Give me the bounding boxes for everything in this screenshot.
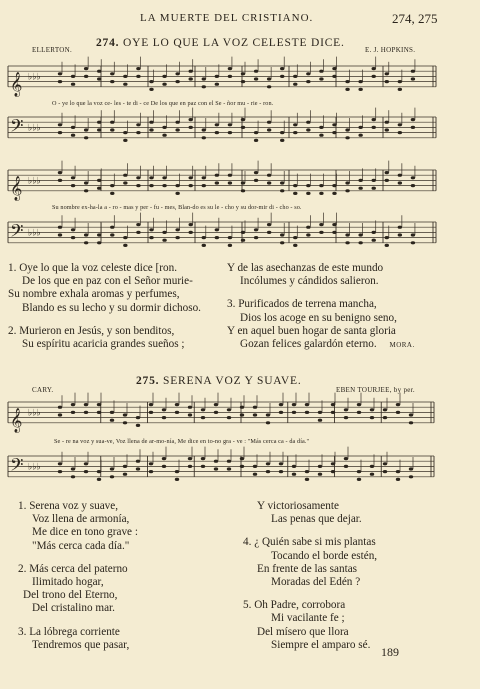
hymn-275-staff-1-treble bbox=[8, 393, 434, 433]
hymn-274-verse-1: 1. Oye lo que la voz celeste dice [ron. De los que en paz con el Señor murie- Su nombre exhala aromas y perfumes, Blando es su lecho y su dormir dichoso. bbox=[8, 262, 201, 314]
treble-clef-icon: 𝄞 bbox=[10, 407, 23, 432]
hymn-275-title: SERENA VOZ Y SUAVE. bbox=[163, 375, 302, 387]
hymn-274-staff-2-bass bbox=[8, 213, 436, 247]
flat-key-signature-icon: ♭♭♭ bbox=[28, 72, 41, 83]
bass-clef-icon: 𝄢 bbox=[10, 454, 24, 479]
hymn-275-tune-name: CARY. bbox=[32, 386, 54, 394]
hymn-274-verses-left bbox=[8, 262, 201, 351]
hymn-275-verses-right bbox=[243, 500, 377, 652]
flat-key-signature-icon: ♭♭♭ bbox=[28, 408, 41, 419]
hymn-275-verse-1: 1. Serena voz y suave, Voz llena de armonía, Me dice en tono grave : "Más cerca cada día." bbox=[18, 500, 138, 552]
bass-clef-icon: 𝄢 bbox=[10, 220, 24, 245]
hymn-274-composer: E. J. HOPKINS. bbox=[365, 46, 416, 54]
hymn-274-verses-right bbox=[227, 262, 415, 352]
hymn-275-lyric-line-1: Se - re na voz y sua-ve, Voz llena de ar-mo-nía, Me dice en to-no gra - ve : "Más cerca ca - da día." bbox=[54, 438, 310, 445]
hymn-274-staff-1-bass bbox=[8, 108, 436, 142]
hymn-274-verse-2: 2. Murieron en Jesús, y son benditos, Su espíritu acaricia grandes sueños ; bbox=[8, 324, 185, 351]
hymn-274-staff-1-treble bbox=[8, 57, 436, 97]
hymn-274-lyric-line-1: O - ye lo que la voz ce- les - te di - ce De los que en paz con el Se - ñor mu - rie - ron. bbox=[52, 100, 274, 107]
page-numbers: 274, 275 bbox=[392, 11, 438, 26]
page-folio: 189 bbox=[381, 645, 399, 659]
hymn-274-verse-2-cont: Y de las asechanzas de este mundo Incólumes y cándidos salieron. bbox=[227, 262, 384, 288]
hymn-275-verse-5: 5. Oh Padre, corrobora Mi vacilante fe ; Del mísero que llora Siempre el amparo sé. bbox=[243, 599, 371, 651]
hymn-274-title: OYE LO QUE LA VOZ CELESTE DICE. bbox=[123, 37, 345, 49]
bass-clef-icon: 𝄢 bbox=[10, 115, 24, 140]
hymn-275-verse-4: 4. ¿ Quién sabe si mis plantas Tocando el borde estén, En frente de las santas Moradas del Edén ? bbox=[243, 536, 378, 589]
flat-key-signature-icon: ♭♭♭ bbox=[28, 462, 41, 473]
hymn-275-number: 275. bbox=[136, 375, 160, 387]
hymn-275-staff-1-bass bbox=[8, 447, 434, 481]
hymn-274-lyric-line-2: Su nombre ex-ha-la a - ro - mas y per - fu - mes, Blan-do es su le - cho y su dor-mir di - cho - so. bbox=[52, 204, 302, 211]
hymn-275-verse-3: 3. La lóbrega corriente Tendremos que pasar, bbox=[18, 625, 130, 651]
flat-key-signature-icon: ♭♭♭ bbox=[28, 228, 41, 239]
hymn-274-tune-name: ELLERTON. bbox=[32, 46, 73, 54]
hymn-275-verses-left bbox=[18, 500, 138, 652]
running-title: LA MUERTE DEL CRISTIANO. bbox=[140, 12, 314, 24]
treble-clef-icon: 𝄞 bbox=[10, 175, 23, 200]
hymn-275-title-block bbox=[136, 375, 302, 387]
hymn-274-author: MORA. bbox=[389, 341, 415, 350]
hymn-275-verse-3-cont: Y victoriosamente Las penas que dejar. bbox=[257, 500, 362, 526]
flat-key-signature-icon: ♭♭♭ bbox=[28, 123, 41, 134]
hymn-275-verse-2: 2. Más cerca del paterno Ilimitado hogar, Del trono del Eterno, Del cristalino mar. bbox=[18, 562, 128, 615]
hymn-274-verse-3: 3. Purificados de terrena mancha, Dios los acoge en su benigno seno, Y en aquel buen hogar de santa gloria Gozan felices galardón eterno. MORA. bbox=[227, 298, 415, 351]
flat-key-signature-icon: ♭♭♭ bbox=[28, 176, 41, 187]
hymn-274-number: 274. bbox=[96, 37, 120, 49]
hymn-274-staff-2-treble bbox=[8, 161, 436, 201]
hymn-275-composer: EBEN TOURJEE, by per. bbox=[336, 386, 415, 394]
treble-clef-icon: 𝄞 bbox=[10, 71, 23, 96]
